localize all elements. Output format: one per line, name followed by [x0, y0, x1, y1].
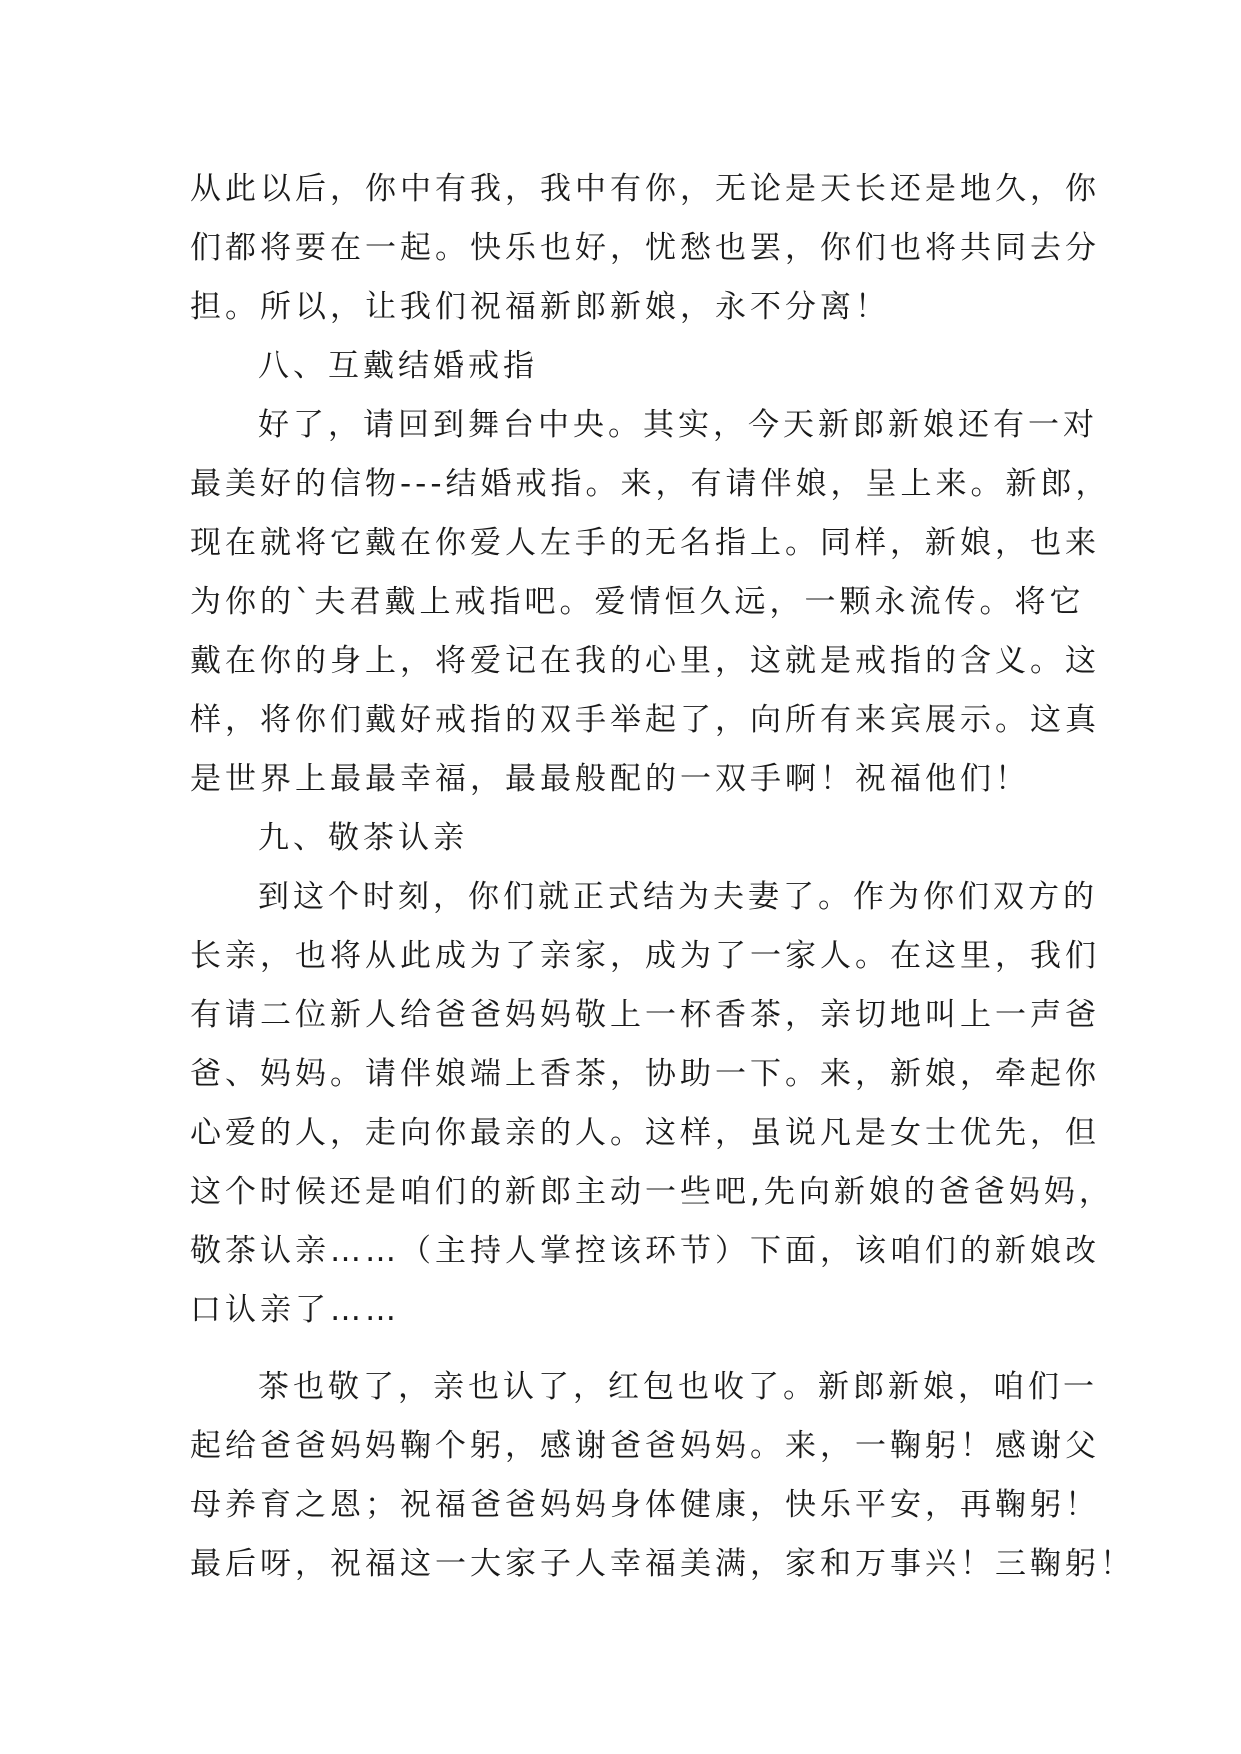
paragraph	[190, 1358, 1135, 1594]
text-line: 好了，请回到舞台中央。其实，今天新郎新娘还有一对	[258, 407, 1098, 443]
paragraph	[190, 868, 1114, 1340]
text-line: 到这个时刻，你们就正式结为夫妻了。作为你们双方的	[258, 879, 1098, 915]
text-line: 爸、妈妈。请伴娘端上香茶，协助一下。来，新娘，牵起你	[190, 1056, 1100, 1092]
text-line: 这个时候还是咱们的新郎主动一些吧,先向新娘的爸爸妈妈，	[190, 1174, 1114, 1210]
text-line: 最美好的信物---结婚戒指。来，有请伴娘，呈上来。新郎，	[190, 466, 1111, 502]
section-heading: 八、互戴结婚戒指	[258, 348, 538, 384]
text-line: 有请二位新人给爸爸妈妈敬上一杯香茶，亲切地叫上一声爸	[190, 997, 1100, 1033]
text-line: 最后呀，祝福这一大家子人幸福美满，家和万事兴！三鞠躬！	[190, 1546, 1135, 1582]
text-line: 样，将你们戴好戒指的双手举起了，向所有来宾展示。这真	[190, 702, 1100, 738]
text-line: 心爱的人，走向你最亲的人。这样，虽说凡是女士优先，但	[190, 1115, 1100, 1151]
paragraph-spacer	[190, 1340, 1070, 1358]
document-body	[190, 160, 1135, 1594]
text-line: 戴在你的身上，将爱记在我的心里，这就是戒指的含义。这	[190, 643, 1100, 679]
text-line: 起给爸爸妈妈鞠个躬，感谢爸爸妈妈。来，一鞠躬！感谢父	[190, 1428, 1100, 1464]
text-line: 是世界上最最幸福，最最般配的一双手啊！祝福他们！	[190, 761, 1030, 797]
text-line: 母养育之恩；祝福爸爸妈妈身体健康，快乐平安，再鞠躬！	[190, 1487, 1100, 1523]
paragraph	[190, 396, 1111, 809]
text-line: 长亲，也将从此成为了亲家，成为了一家人。在这里，我们	[190, 938, 1100, 974]
text-line: 从此以后，你中有我，我中有你，无论是天长还是地久，你	[190, 171, 1100, 207]
text-line: 为你的`夫君戴上戒指吧。爱情恒久远，一颗永流传。将它	[190, 584, 1085, 620]
text-line: 们都将要在一起。快乐也好，忧愁也罢，你们也将共同去分	[190, 230, 1100, 266]
section-heading: 九、敬茶认亲	[258, 820, 468, 856]
text-line: 敬茶认亲……（主持人掌控该环节）下面，该咱们的新娘改	[190, 1233, 1100, 1269]
text-line: 口认亲了……	[190, 1292, 400, 1328]
text-line: 茶也敬了，亲也认了，红包也收了。新郎新娘，咱们一	[258, 1369, 1098, 1405]
paragraph	[190, 160, 1100, 337]
text-line: 现在就将它戴在你爱人左手的无名指上。同样，新娘，也来	[190, 525, 1100, 561]
text-line: 担。所以，让我们祝福新郎新娘，永不分离！	[190, 289, 890, 325]
